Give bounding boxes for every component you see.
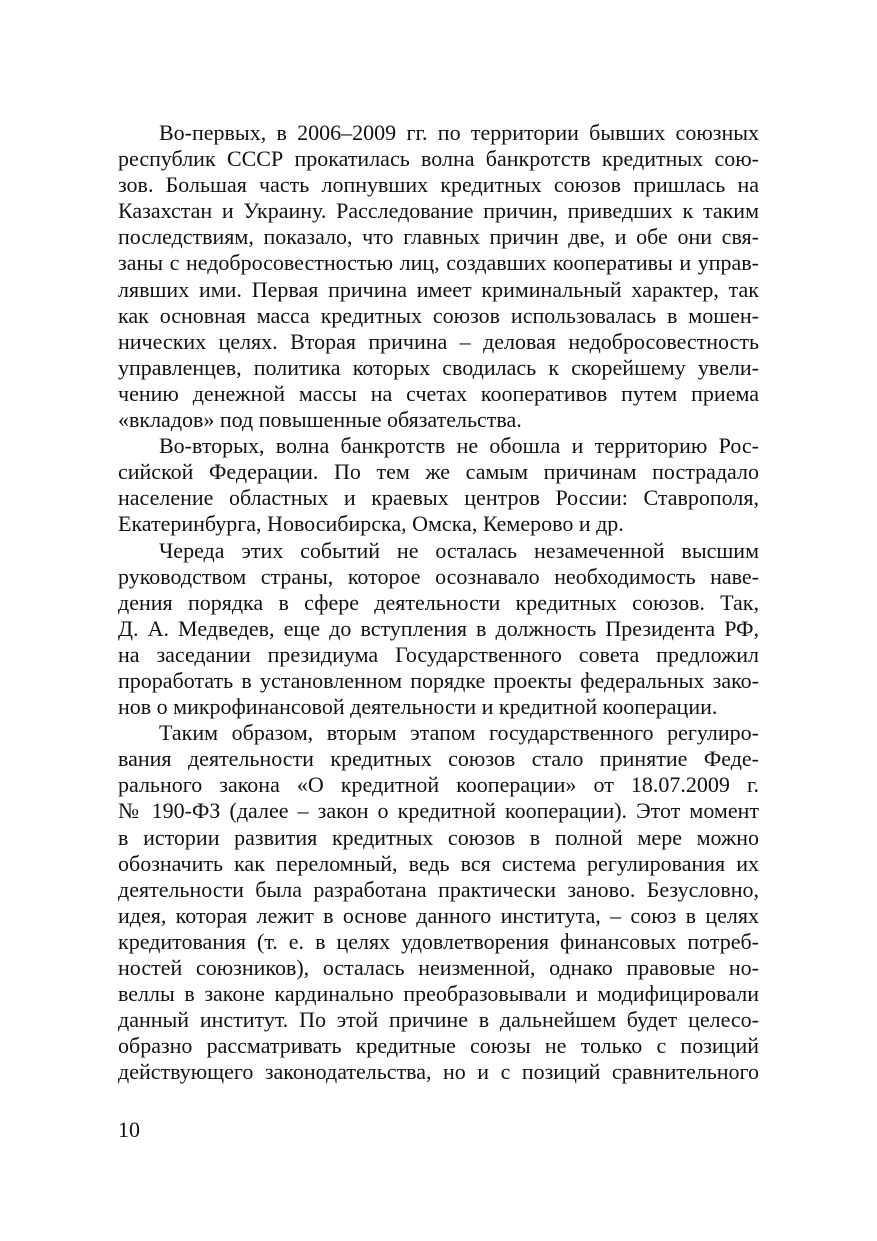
paragraph-1 [118, 120, 759, 433]
text-line: управленцев, политика которых сводилась к скорейшему увели- [118, 354, 759, 380]
text-line: деятельности была разработана практически заново. Безусловно, [118, 876, 759, 902]
paragraph-2 [118, 433, 759, 537]
text-line: зов. Большая часть лопнувших кредитных союзов пришлась на [118, 172, 759, 198]
text-line: веллы в законе кардинально преобразовывали и модифицировали [118, 981, 759, 1007]
text-line: население областных и краевых центров России: Ставрополя, [118, 485, 759, 511]
text-line: идея, которая лежит в основе данного института, – союз в целях [118, 902, 759, 928]
text-line: последствиям, показало, что главных причин две, и обе они свя- [118, 224, 759, 250]
text-line: Таким образом, вторым этапом государственного регулиро- [159, 720, 759, 746]
text-line: Череда этих событий не осталась незамеченной высшим [159, 537, 759, 563]
text-line: в истории развития кредитных союзов в полной мере можно [118, 824, 759, 850]
paragraph-4 [118, 720, 759, 1085]
text-line: кредитования (т. е. в целях удовлетворения финансовых потреб- [118, 928, 759, 954]
text-line: проработать в установленном порядке проекты федеральных зако- [118, 667, 759, 693]
text-line: Д. А. Медведев, еще до вступления в должность Президента РФ, [118, 615, 759, 641]
text-line: лявших ими. Первая причина имеет криминальный характер, так [118, 276, 759, 302]
text-line: данный институт. По этой причине в дальнейшем будет целесо- [118, 1007, 759, 1033]
paragraph-3 [118, 538, 759, 721]
text-line: республик СССР прокатилась волна банкротств кредитных сою- [118, 146, 759, 172]
text-line: как основная масса кредитных союзов использовалась в мошен- [118, 302, 759, 328]
text-line: «вкладов» под повышенные обязательства. [118, 407, 522, 433]
text-line: руководством страны, которое осознавало необходимость наве- [118, 563, 759, 589]
text-line: рального закона «О кредитной кооперации» от 18.07.2009 г. [118, 772, 759, 798]
text-line: сийской Федерации. По тем же самым причинам пострадало [118, 459, 759, 485]
text-line: № 190-ФЗ (далее – закон о кредитной кооперации). Этот момент [118, 798, 759, 824]
text-line: образно рассматривать кредитные союзы не только с позиций [118, 1033, 759, 1059]
text-line: ностей союзников), осталась неизменной, однако правовые но- [118, 955, 759, 980]
text-line: нических целях. Вторая причина – деловая недобросовестность [118, 328, 759, 354]
text-line: нов о микрофинансовой деятельности и кредитной кооперации. [118, 694, 718, 720]
text-line: чению денежной массы на счетах кооперативов путем приема [118, 380, 759, 406]
text-line: обозначить как переломный, ведь вся система регулирования их [118, 850, 759, 876]
text-line: Во-вторых, волна банкротств не обошла и территорию Рос- [159, 433, 759, 459]
text-line: дения порядка в сфере деятельности кредитных союзов. Так, [118, 589, 759, 615]
page-body [118, 120, 759, 1085]
text-line: Екатеринбурга, Новосибирска, Омска, Кемерово и др. [118, 511, 624, 537]
text-line: заны с недобросовестностью лиц, создавших кооперативы и управ- [118, 250, 759, 276]
text-line: вания деятельности кредитных союзов стало принятие Феде- [118, 746, 759, 772]
text-line: Казахстан и Украину. Расследование причин, приведших к таким [118, 198, 759, 224]
page-number: 10 [118, 1117, 140, 1142]
text-line: Во-первых, в 2006–2009 гг. по территории бывших союзных [159, 120, 759, 145]
text-line: на заседании президиума Государственного совета предложил [118, 641, 759, 667]
text-line: действующего законодательства, но и с позиций сравнительного [118, 1059, 759, 1085]
